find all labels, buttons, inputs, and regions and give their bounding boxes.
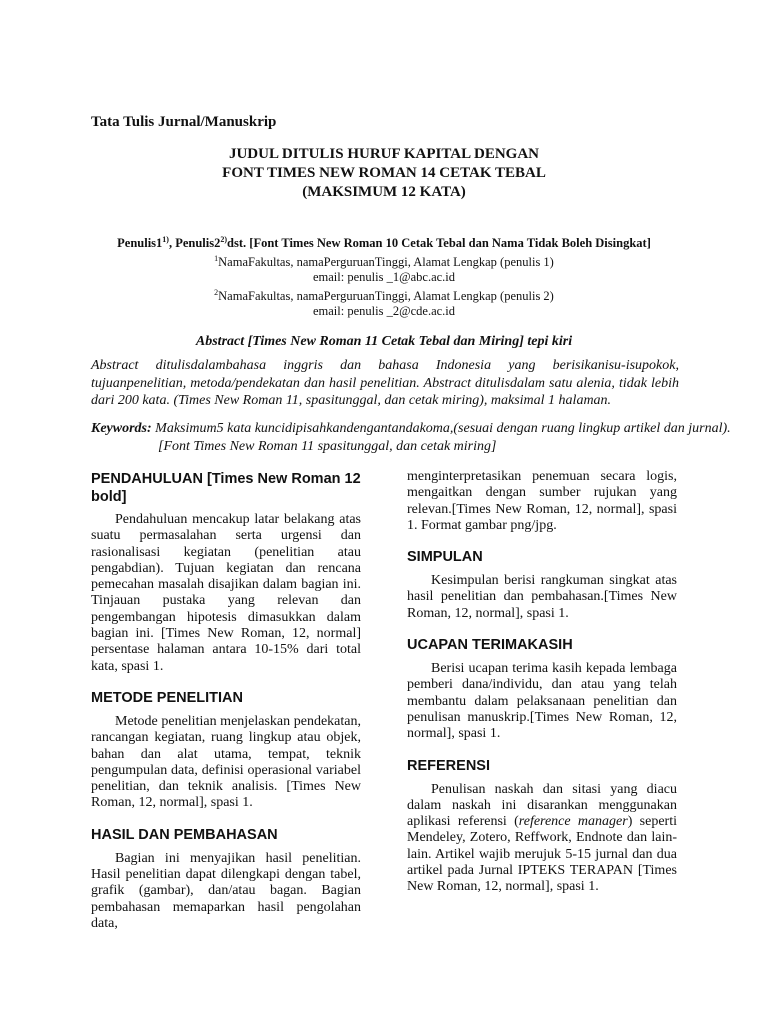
keywords xyxy=(91,420,746,455)
abstract-body: Abstract ditulisdalambahasa inggris dan bahasa Indonesia yang berisikanisu-isupokok, tujuanpenelitian, metoda/pendekatan dan hasil penelitian. Abstract ditulisdalam satu alenia, tidak lebih dari 200 kata. (Times New Roman 11, spasitunggal, dan cetak miring), maksimal 1 halaman. xyxy=(91,358,679,408)
document-header: Tata Tulis Jurnal/Manuskrip xyxy=(91,114,277,130)
section-heading-pendahuluan: PENDAHULUAN [Times New Roman 12 bold] xyxy=(91,471,361,505)
title-line-2: FONT TIMES NEW ROMAN 14 CETAK TEBAL xyxy=(222,165,546,181)
section-heading-referensi: REFERENSI xyxy=(407,757,490,774)
title-line-3: (MAKSIMUM 12 KATA) xyxy=(302,184,466,200)
section-heading-hasil: HASIL DAN PEMBAHASAN xyxy=(91,826,278,843)
section-body-referensi: Penulisan naskah dan sitasi yang diacu dalam naskah ini disarankan menggunakan aplikasi referensi (reference manager) seperti Mendeley, Zotero, Reffwork, Endnote dan lain-lain. Artikel wajib merujuk 5-15 jurnal dan dua artikel pada Jurnal IPTEKS TERAPAN [Times New Roman, 12, normal], spasi 1. xyxy=(407,781,677,895)
section-heading-metode: METODE PENELITIAN xyxy=(91,689,243,706)
right-column xyxy=(407,469,677,910)
left-column xyxy=(91,470,361,946)
paper-title xyxy=(90,145,678,202)
email-1: email: penulis _1@abc.ac.id xyxy=(312,270,456,285)
section-body-hasil-continued: menginterpretasikan penemuan secara logis, mengaitkan dengan sumber rujukan yang relevan.[Times New Roman, 12, normal], spasi 1. Format gambar png/jpg. xyxy=(407,469,677,533)
abstract-title: Abstract [Times New Roman 11 Cetak Tebal dan Miring] tepi kiri xyxy=(195,334,573,349)
keywords-text: Maksimum5 kata kuncidipisahkandengantandakoma,(sesuai dengan ruang lingkup artikel dan jurnal). [Font Times New Roman 11 spasitunggal, dan cetak miring] xyxy=(151,421,731,454)
affiliation-2: $^2$NamaFakultas, namaPerguruanTinggi, Alamat Lengkap (penulis 2) xyxy=(214,288,554,304)
email-2: email: penulis _2@cde.ac.id xyxy=(312,304,456,319)
section-body-pendahuluan: Pendahuluan mencakup latar belakang atas suatu permasalahan serta urgensi dan rasionalisasi kegiatan (penelitian atau pengabdian). Tujuan kegiatan dan rencana pemecahan masalah disajikan dalam bagian ini. Tinjauan pustaka yang relevan dan pengembangan hipotesis dimasukkan dalam bagian ini. [Times New Roman, 12, normal] persentase halaman antara 10-15% dari total kata, spasi 1. xyxy=(91,512,361,674)
section-body-simpulan: Kesimpulan berisi rangkuman singkat atas hasil penelitian dan pembahasan.[Times New Roman, 12, normal], spasi 1. xyxy=(407,573,677,621)
author-block xyxy=(40,232,728,319)
section-heading-ucapan: UCAPAN TERIMAKASIH xyxy=(407,637,573,654)
section-body-hasil: Bagian ini menyajikan hasil penelitian. Hasil penelitian dapat dilengkapi dengan tabel, grafik (gambar), dan/atau bagan. Bagian pembahasan memaparkan hasil pengolahan data, xyxy=(91,850,361,931)
title-line-1: JUDUL DITULIS HURUF KAPITAL DENGAN xyxy=(228,146,540,162)
section-body-metode: Metode penelitian menjelaskan pendekatan, rancangan kegiatan, ruang lingkup atau objek, bahan dan alat utama, tempat, teknik pengumpulan data, definisi operasional variabel penelitian, dan teknik analisis. [Times New Roman, 12, normal], spasi 1. xyxy=(91,713,361,811)
section-body-ucapan: Berisi ucapan terima kasih kepada lembaga pemberi dana/individu, dan atau yang telah membantu dalam pelaksanaan penelitian dan penulisan manuskrip.[Times New Roman, 12, normal], spasi 1. xyxy=(407,661,677,742)
section-heading-simpulan: SIMPULAN xyxy=(407,549,483,566)
affiliation-1: $^1$NamaFakultas, namaPerguruanTinggi, Alamat Lengkap (penulis 1) xyxy=(214,254,554,270)
keywords-label: Keywords: xyxy=(91,421,152,436)
author-names: Penulis1$^{1)}$, Penulis2$^{2)}$dst. [Font Times New Roman 10 Cetak Tebal dan Nama Tidak Boleh Disingkat] xyxy=(117,235,651,251)
